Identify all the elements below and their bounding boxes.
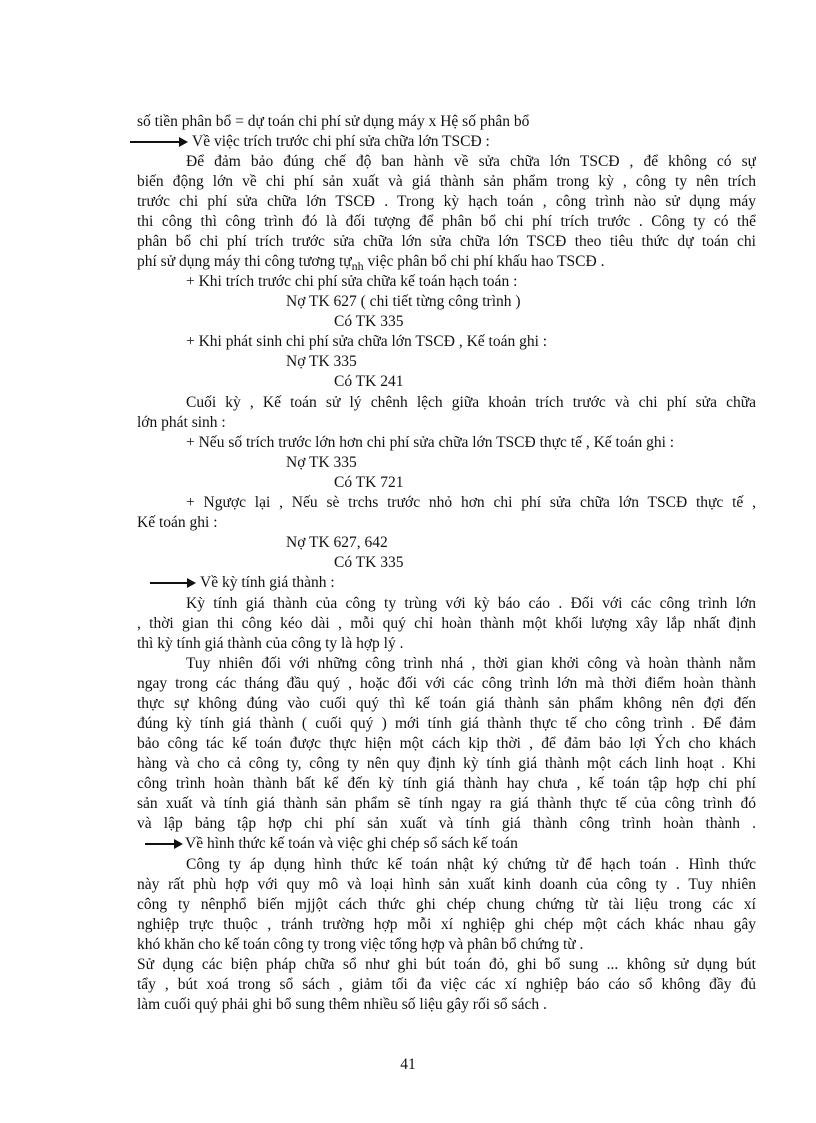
text-line: Cuối kỳ , Kế toán sử lý chênh lệch giữa khoản trích trước và chi phí sửa chữa bbox=[186, 394, 756, 411]
text-line: ngay trong các tháng đầu quý , hoặc đối với các công trình lớn mà thời điểm hoàn thành bbox=[137, 675, 756, 692]
text-line: phí sử dụng máy thi công tương tự$_{nh}$ việc phân bổ chi phí khấu hao TSCĐ . bbox=[137, 253, 605, 273]
credit-entry: Có TK 721 bbox=[334, 474, 404, 491]
text-line: + Nếu số trích trước lớn hơn chi phí sửa chữa lớn TSCĐ thực tế , Kế toán ghi : bbox=[186, 434, 675, 451]
credit-entry: Có TK 335 bbox=[334, 554, 404, 571]
text-line: thực sự không đúng vào cuối quý thì kế toán giá thành sản phẩm không nên đợi đến bbox=[137, 695, 756, 712]
text-line: Tuy nhiên đối với những công trình nhá , thời gian khởi công và hoàn thành nằm bbox=[186, 655, 756, 672]
text-line: Công ty áp dụng hình thức kế toán nhật ký chứng từ để hạch toán . Hình thức bbox=[186, 856, 756, 873]
right-arrow-icon bbox=[130, 137, 188, 147]
credit-entry: Có TK 241 bbox=[334, 373, 404, 390]
debit-entry: Nợ TK 627, 642 bbox=[286, 534, 388, 551]
text-line: lớn phát sinh : bbox=[137, 414, 226, 431]
text-line: và lập bảng tập hợp chi phí sản xuất và tính giá thành công trình hoàn thành . bbox=[137, 815, 756, 832]
text-line: tẩy , bút xoá trong sổ sách , giảm tối đa việc các xí nghiệp báo cáo sổ không đầy đủ bbox=[137, 976, 756, 993]
text-line: Sử dụng các biện pháp chữa sổ như ghi bút toán đỏ, ghi bổ sung ... không sử dụng bút bbox=[137, 956, 756, 973]
text-line: Kế toán ghi : bbox=[137, 514, 218, 531]
text-line: Kỳ tính giá thành của công ty trùng với kỳ báo cáo . Đối với các công trình lớn bbox=[186, 595, 756, 612]
section-heading-costing-period: Về kỳ tính giá thành : bbox=[150, 573, 335, 593]
text-line: nghiệp trực thuộc , tránh trường hợp mỗi xí nghiệp ghi chép một cách khác nhau gây bbox=[137, 916, 756, 933]
right-arrow-icon bbox=[145, 839, 183, 849]
text-line: trước chi phí sửa chữa lớn TSCĐ . Trong kỳ hạch toán , công trình nào sử dụng máy bbox=[137, 193, 756, 210]
text-line: số tiền phân bổ = dự toán chi phí sử dụng máy x Hệ số phân bổ bbox=[137, 113, 530, 130]
text-line: , thời gian thi công kéo dài , mỗi quý chỉ hoàn thành một khối lượng xây lắp nhất định bbox=[137, 615, 756, 632]
text-line: bảo công tác kế toán được thực hiện một cách kịp thời , để đảm bảo lợi Ých cho khách bbox=[137, 735, 756, 752]
text-line: thì kỳ tính giá thành của công ty là hợp lý . bbox=[137, 635, 404, 652]
text-line: phân bổ chi phí trích trước sửa chữa lớn sửa chữa lớn TSCĐ theo tiêu thức dự toán chi bbox=[137, 233, 756, 250]
text-line: công trình hoàn thành bất kể đến kỳ tính giá thành hay chưa , kế toán tập hợp chi phí bbox=[137, 775, 756, 792]
text-line: đúng kỳ tính giá thành ( cuối quý ) mới tính giá thành thực tế cho công trình . Để đảm bbox=[137, 715, 756, 732]
text-line: biến động lớn về chi phí sản xuất và giá thành sản phẩm trong kỳ , công ty nên trích bbox=[137, 173, 756, 190]
text-line: + Khi phát sinh chi phí sửa chữa lớn TSCĐ , Kế toán ghi : bbox=[186, 333, 548, 350]
debit-entry: Nợ TK 627 ( chi tiết từng công trình ) bbox=[286, 293, 521, 310]
text-line: thi công thì công trình đó là đối tượng để phân bổ chi phí trích trước . Công ty có thể bbox=[137, 213, 756, 230]
text-line: này rất phù hợp với quy mô và loại hình sản xuất kinh doanh của công ty . Tuy nhiên bbox=[137, 876, 756, 893]
page-number: 41 bbox=[400, 1056, 416, 1073]
text-line: Để đảm bảo đúng chế độ ban hành về sửa chữa lớn TSCĐ , để không có sự bbox=[186, 153, 756, 170]
right-arrow-icon bbox=[150, 578, 196, 588]
debit-entry: Nợ TK 335 bbox=[286, 353, 357, 370]
debit-entry: Nợ TK 335 bbox=[286, 454, 357, 471]
text-line: công ty nênphổ biến mjjột cách thức ghi chép chung chứng từ tài liệu trong các xí bbox=[137, 896, 756, 913]
text-line: khó khăn cho kế toán công ty trong việc tổng hợp và phân bổ chứng từ . bbox=[137, 936, 584, 953]
text-line: làm cuối quý phải ghi bổ sung thêm nhiều số liệu gây rối sổ sách . bbox=[137, 996, 547, 1013]
text-line: hàng và cho cả công ty, công ty nên quy định kỳ tính giá thành một cách linh hoạt . Khi bbox=[137, 755, 756, 772]
text-line: + Ngược lại , Nếu sè trchs trước nhỏ hơn chi phí sửa chữa lớn TSCĐ thực tế , bbox=[186, 494, 756, 511]
credit-entry: Có TK 335 bbox=[334, 313, 404, 330]
section-heading-accounting-form: Về hình thức kế toán và việc ghi chép sổ sách kế toán bbox=[145, 834, 518, 854]
text-line: + Khi trích trước chi phí sửa chữa kế toán hạch toán : bbox=[186, 273, 518, 290]
section-heading-depreciation: Về việc trích trước chi phí sửa chữa lớn TSCĐ : bbox=[130, 132, 490, 152]
text-line: sản xuất và tính giá thành sản phẩm sẽ tính ngay ra giá thành thực tế của công trình đó bbox=[137, 795, 756, 812]
